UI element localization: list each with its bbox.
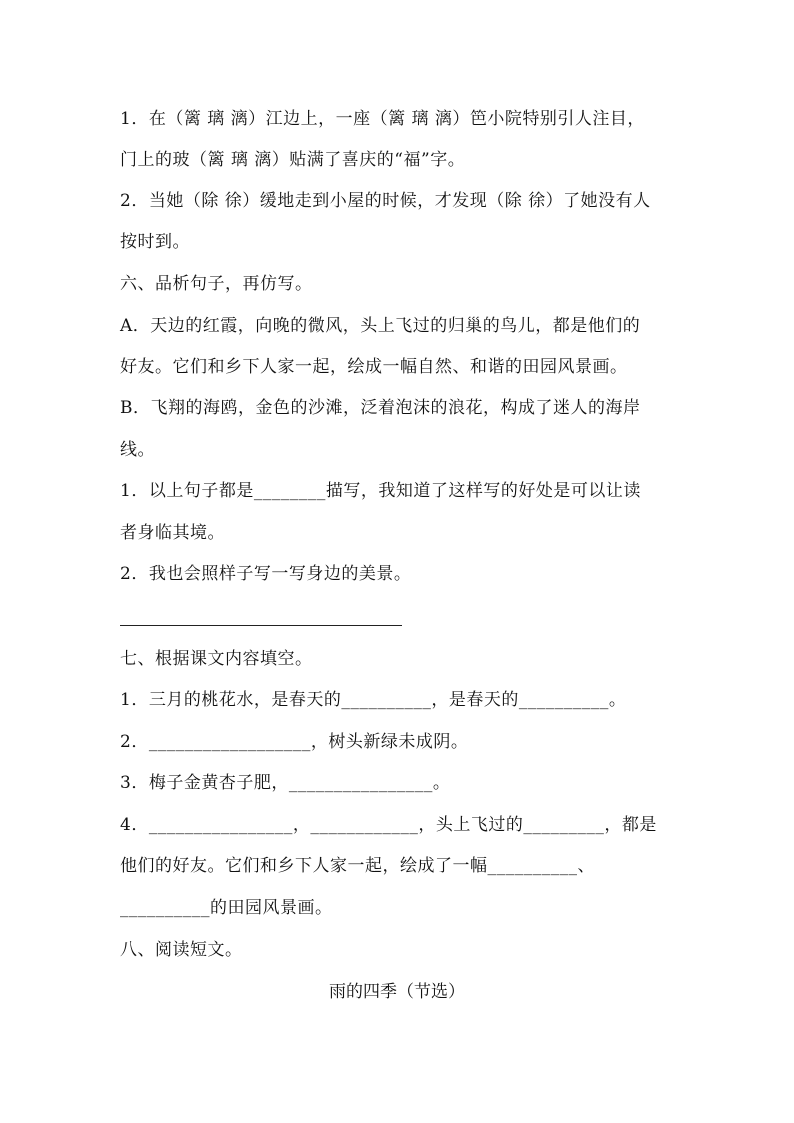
seven-q1: 1．三月的桃花水，是春天的__________，是春天的__________。	[120, 690, 627, 710]
example-b-line2: 线。	[120, 440, 155, 460]
seven-q4-line2: 他们的好友。它们和乡下人家一起，绘成了一幅__________、	[120, 856, 595, 876]
q2-sentence-line1: 2．当她（除 徐）缓地走到小屋的时候，才发现（除 徐）了她没有人	[120, 191, 651, 211]
section-eight-heading: 八、阅读短文。	[120, 940, 243, 960]
example-b-line1: B．飞翔的海鸥，金色的沙滩，泛着泡沫的浪花，构成了迷人的海岸	[120, 398, 641, 418]
six-q1-line1: 1．以上句子都是________描写，我知道了这样写的好处是可以让读	[120, 481, 641, 501]
example-a-line2: 好友。它们和乡下人家一起，绘成一幅自然、和谐的田园风景画。	[120, 357, 628, 377]
section-seven-heading: 七、根据课文内容填空。	[120, 649, 313, 669]
q2-sentence-line2: 按时到。	[120, 232, 190, 252]
section-six-heading: 六、品析句子，再仿写。	[120, 274, 313, 294]
seven-q3: 3．梅子金黄杏子肥，________________。	[120, 773, 451, 793]
six-q2-prompt: 2．我也会照样子写一写身边的美景。	[120, 564, 412, 584]
seven-q2: 2．__________________，树头新绿未成阴。	[120, 732, 469, 752]
reading-title: 雨的四季（节选）	[329, 982, 465, 1002]
q1-sentence-line1: 1．在（篱 璃 漓）江边上，一座（篱 璃 漓）笆小院特别引人注目，	[120, 109, 645, 129]
six-q1-line2: 者身临其境。	[120, 523, 225, 543]
answer-blank-line	[120, 625, 402, 626]
seven-q4-line3: __________的田园风景画。	[120, 898, 333, 918]
example-a-line1: A．天边的红霞，向晚的微风，头上飞过的归巢的鸟儿，都是他们的	[120, 316, 641, 336]
seven-q4-line1: 4．________________，____________，头上飞过的_________，都是	[120, 815, 657, 835]
q1-sentence-line2: 门上的玻（篱 璃 漓）贴满了喜庆的“福”字。	[120, 150, 466, 170]
